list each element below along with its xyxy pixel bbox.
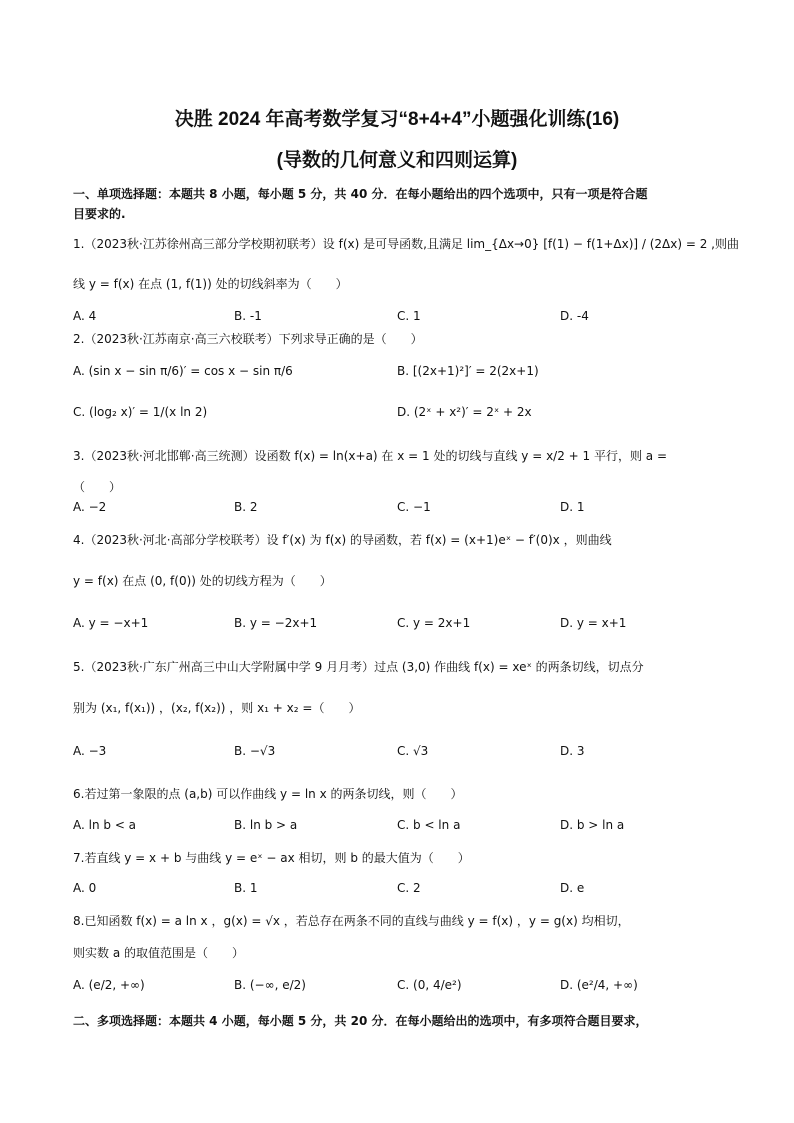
question-2-stem: 2.（2023秋·江苏南京·高三六校联考）下列求导正确的是（ ） xyxy=(73,332,423,346)
question-6-option-a: A. ln b < a xyxy=(73,818,137,832)
question-2-option-c: C. (log₂ x)′ = 1/(x ln 2) xyxy=(73,405,208,419)
question-5-option-a: A. −3 xyxy=(73,744,107,758)
question-7-option-d: D. e xyxy=(560,881,585,895)
question-5-option-c: C. √3 xyxy=(397,744,429,758)
question-1-line-1: 1.（2023秋·江苏徐州高三部分学校期初联考）设 f(x) 是可导函数,且满足 lim_{Δx→0} [f(1) − f(1+Δx)] / (2Δx) = 2 ,则曲 xyxy=(73,237,739,251)
question-4-option-c: C. y = 2x+1 xyxy=(397,616,471,630)
question-3-line-2: （ ） xyxy=(73,480,122,494)
question-6-option-b: B. ln b > a xyxy=(234,818,298,832)
question-7-option-c: C. 2 xyxy=(397,881,421,895)
question-6-option-d: D. b > ln a xyxy=(560,818,625,832)
question-8-option-d: D. (e²/4, +∞) xyxy=(560,978,638,992)
question-2-option-d: D. (2ˣ + x²)′ = 2ˣ + 2x xyxy=(397,405,532,419)
question-7-stem: 7.若直线 y = x + b 与曲线 y = eˣ − ax 相切，则 b 的最大值为（ ） xyxy=(73,851,470,865)
question-3-option-b: B. 2 xyxy=(234,500,258,514)
section-1-heading: 一、单项选择题：本题共 8 小题，每小题 5 分，共 40 分．在每小题给出的四个选项中，只有一项是符合题 xyxy=(73,187,648,201)
question-4-line-1: 4.（2023秋·河北·高部分学校联考）设 f′(x) 为 f(x) 的导函数，若 f(x) = (x+1)eˣ − f′(0)x ，则曲线 xyxy=(73,533,612,547)
question-6-option-c: C. b < ln a xyxy=(397,818,461,832)
question-8-line-2: 则实数 a 的取值范围是（ ） xyxy=(73,946,244,960)
question-3-option-c: C. −1 xyxy=(397,500,431,514)
question-1-option-b: B. -1 xyxy=(234,309,262,323)
question-4-option-a: A. y = −x+1 xyxy=(73,616,149,630)
question-5-line-1: 5.（2023秋·广东广州高三中山大学附属中学 9 月月考）过点 (3,0) 作曲线 f(x) = xeˣ 的两条切线，切点分 xyxy=(73,660,644,674)
question-3-option-a: A. −2 xyxy=(73,500,107,514)
question-4-line-2: y = f(x) 在点 (0, f(0)) 处的切线方程为（ ） xyxy=(73,574,332,588)
question-4-option-d: D. y = x+1 xyxy=(560,616,627,630)
question-8-option-c: C. (0, 4/e²) xyxy=(397,978,462,992)
question-1-option-d: D. -4 xyxy=(560,309,589,323)
question-1-line-2: 线 y = f(x) 在点 (1, f(1)) 处的切线斜率为（ ） xyxy=(73,277,348,291)
question-4-option-b: B. y = −2x+1 xyxy=(234,616,318,630)
question-1-option-c: C. 1 xyxy=(397,309,421,323)
question-5-line-2: 别为 (x₁, f(x₁)) ，(x₂, f(x₂)) ，则 x₁ + x₂ =（ ） xyxy=(73,701,361,715)
question-8-line-1: 8.已知函数 f(x) = a ln x ，g(x) = √x ，若总存在两条不同的直线与曲线 y = f(x) ，y = g(x) 均相切， xyxy=(73,914,630,928)
section-1-heading-cont: 目要求的. xyxy=(73,207,126,221)
question-6-stem: 6.若过第一象限的点 (a,b) 可以作曲线 y = ln x 的两条切线，则（ ） xyxy=(73,787,463,801)
question-2-option-a: A. (sin x − sin π/6)′ = cos x − sin π/6 xyxy=(73,364,293,378)
section-2-heading: 二、多项选择题：本题共 4 小题，每小题 5 分，共 20 分．在每小题给出的选项中，有多项符合题目要求， xyxy=(73,1014,648,1028)
question-8-option-a: A. (e/2, +∞) xyxy=(73,978,145,992)
question-7-option-a: A. 0 xyxy=(73,881,97,895)
question-5-option-d: D. 3 xyxy=(560,744,585,758)
question-1-option-a: A. 4 xyxy=(73,309,97,323)
question-7-option-b: B. 1 xyxy=(234,881,258,895)
question-3-option-d: D. 1 xyxy=(560,500,585,514)
title-line-1: 决胜 2024 年高考数学复习“8+4+4”小题强化训练(16) xyxy=(174,109,620,130)
title-line-2: (导数的几何意义和四则运算) xyxy=(276,150,518,171)
question-3-line-1: 3.（2023秋·河北邯郸·高三统测）设函数 f(x) = ln(x+a) 在 x = 1 处的切线与直线 y = x/2 + 1 平行，则 a = xyxy=(73,449,668,463)
question-5-option-b: B. −√3 xyxy=(234,744,276,758)
question-8-option-b: B. (−∞, e/2) xyxy=(234,978,306,992)
question-2-option-b: B. [(2x+1)²]′ = 2(2x+1) xyxy=(397,364,539,378)
